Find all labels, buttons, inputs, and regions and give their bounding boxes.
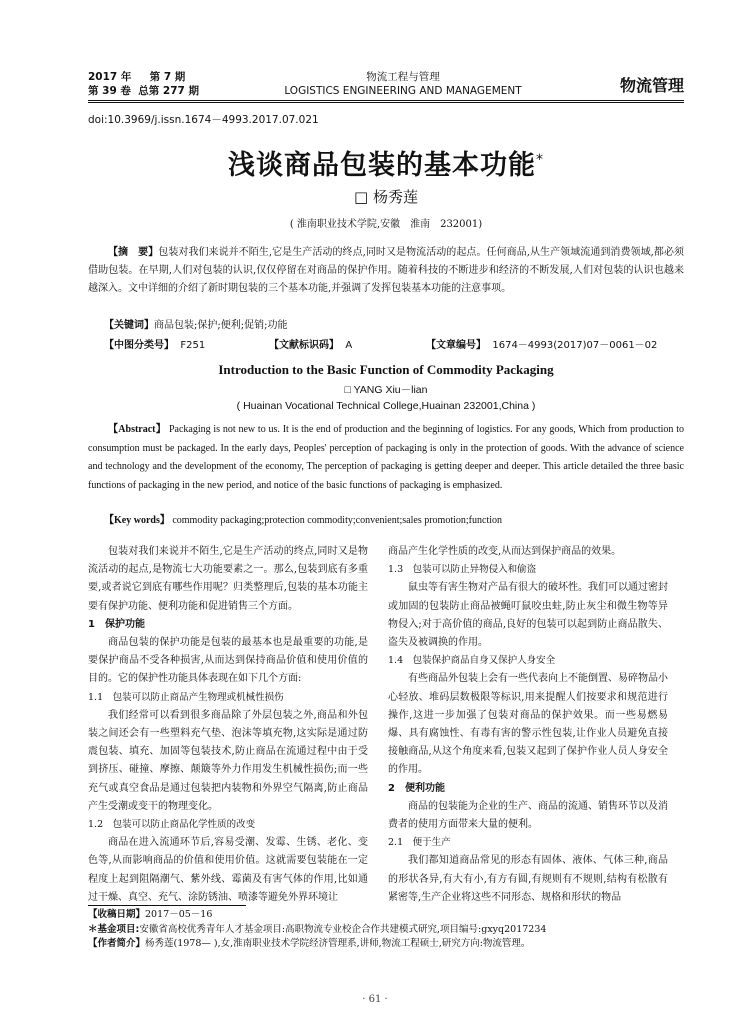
english-abstract xyxy=(88,421,684,495)
affiliation: ( 淮南职业技术学院,安徽 淮南 232001) xyxy=(289,219,483,230)
total-issue: 总第 277 期 xyxy=(138,85,199,97)
subsection-heading-2-1: 2.1 便于生产 xyxy=(388,837,451,849)
keywords-label: 【关键词】 xyxy=(104,320,154,331)
abstract-text: 包装对我们来说并不陌生,它是生产活动的终点,同时又是物流活动的起点。任何商品,从生产领域流通到消费领域,都必须借助包装。在早期,人们对包装的认识,仅仅停留在对商品的保护作用。随着科技的不断进步和经济的不断发展,人们对包装的认识也越来越深入。文中详细的介绍了新时期包装的三个基本功能,并强调了发挥包装基本功能的注意事项。 xyxy=(88,247,684,294)
paragraph-1-1: 我们经常可以看到很多商品除了外层包装之外,商品和外包装之间还会有一些塑料充气垫、泡沫等填充物,这实际是通过防震包装、填充、加固等包装技术,防止商品在流通过程中由于受到挤压、碰撞、摩擦、颠簸等外力作用发生机械性损伤;而一些充气或真空食品是通过包装把内装物和外界空气隔离,防止商品产生受潮或变干的物理变化。 xyxy=(88,709,368,812)
year: 2017 年 xyxy=(88,71,132,83)
article-number-label: 【文章编号】 xyxy=(426,340,486,351)
issue: 第 7 期 xyxy=(149,71,186,83)
intro-paragraph: 包装对我们来说并不陌生,它是生产活动的终点,同时又是物流活动的起点,是物流七大功能要素之一。那么,包装到底有多重要,或者说它到底有哪些作用呢？归类整理后,包装的基本功能主要有保护功能、便利功能和促进销售三个方面。 xyxy=(88,546,368,612)
header-rule-thin xyxy=(88,102,684,103)
doc-code-value: A xyxy=(345,340,353,351)
section-heading-1: 1 保护功能 xyxy=(88,618,145,630)
paragraph-1-2: 商品在进入流通环节后,容易受潮、发霉、生锈、老化、变色等,从而影响商品的价值和使用价值。这就需要包装能在一定程度上起到阻隔潮气、紫外线、霉菌及有害气体的作用,比如通过干燥、真空、充气、涂防锈油、喷漆等避免外界环境让 xyxy=(88,837,368,903)
paragraph-2: 商品的包装能为企业的生产、商品的流通、销售环节以及消费者的使用方面带来大量的便利。 xyxy=(388,800,668,831)
volume: 第 39 卷 xyxy=(88,85,131,97)
paragraph-1: 商品包装的保护功能是包装的最基本也是最重要的功能,是要保护商品不受各种损害,从而达到保持商品价值和使用价值的目的。它的保护性功能具体表现在如下几个方面: xyxy=(88,637,368,685)
subsection-heading-1-4: 1.4 包装保护商品自身又保护人身安全 xyxy=(388,655,556,667)
fund-note xyxy=(88,923,684,938)
fund-label: ＊基金项目: xyxy=(88,923,140,935)
author: □ 杨秀莲 xyxy=(354,188,418,206)
subsection-heading-1-3: 1.3 包装可以防止异物侵入和偷盗 xyxy=(388,564,537,576)
english-abstract-text: Packaging is not new to us. It is the end of production and the beginning of logistics. For any goods, Which from production to consumption must be packaged. In the early days, Peoples' perception of packaging is only in the protection of goods. With the advance of science and technology and the development of the economy, The perception of packaging is getting deeper and deeper. This article detailed the three basic functions of packaging in the new period, and notice of the basic functions of packaging is emphasized. xyxy=(88,424,685,491)
english-keywords-label: 【Key words】 xyxy=(104,515,170,526)
english-keywords-text: commodity packaging;protection commodity;convenient;sales promotion;function xyxy=(172,515,502,526)
issue-info xyxy=(88,70,199,98)
bio-label: 【作者简介】 xyxy=(88,938,146,949)
subsection-heading-1-2: 1.2 包装可以防止商品化学性质的改变 xyxy=(88,819,256,831)
fund-value: 安徽省高校优秀青年人才基金项目:高职物流专业校企合作共建模式研究,项目编号:gxyq2017234 xyxy=(139,923,547,935)
header-rule xyxy=(88,100,684,101)
abstract-label: 【摘 要】 xyxy=(108,247,159,258)
journal-name xyxy=(238,70,568,98)
doi: doi:10.3969/j.issn.1674－4993.2017.07.021 xyxy=(88,114,319,126)
page-number: · 61 · xyxy=(362,994,388,1005)
running-header xyxy=(88,70,684,100)
keywords-text: 商品包装;保护;便利;促销;功能 xyxy=(154,320,288,331)
footnote-rule xyxy=(88,905,246,906)
clc-label: 【中图分类号】 xyxy=(104,340,174,351)
title-footnote-mark: * xyxy=(536,152,544,168)
section-heading-2: 2 便利功能 xyxy=(388,782,445,794)
paper-title xyxy=(88,143,684,182)
keywords-cn xyxy=(104,317,684,335)
body-column-left xyxy=(88,543,368,907)
article-number-value: 1674－4993(2017)07－0061－02 xyxy=(492,340,658,351)
clc-value: F251 xyxy=(180,340,206,351)
english-keywords xyxy=(104,511,684,526)
author-bio xyxy=(88,937,684,952)
received-value: 2017－05－16 xyxy=(145,909,213,920)
english-title: Introduction to the Basic Function of Commodity Packaging xyxy=(218,362,554,377)
journal-name-cn: 物流工程与管理 xyxy=(366,71,440,83)
doc-code-label: 【文献标识码】 xyxy=(269,340,339,351)
paper-title-text: 浅谈商品包装的基本功能 xyxy=(228,150,536,181)
paragraph-continued: 商品产生化学性质的改变,从而达到保护商品的效果。 xyxy=(388,546,622,557)
english-author: □ YANG Xiu－lian xyxy=(344,384,428,396)
footnotes xyxy=(88,908,684,952)
abstract-cn xyxy=(88,244,684,298)
english-abstract-label: 【Abstract】 xyxy=(108,424,167,435)
received-label: 【收稿日期】 xyxy=(88,909,146,920)
received-date xyxy=(88,908,684,923)
english-affiliation: ( Huainan Vocational Technical College,Huainan 232001,China ) xyxy=(236,400,536,412)
paragraph-1-4: 有些商品外包装上会有一些代表向上不能倒置、易碎物品小心轻放、堆码层数极限等标识,用来提醒人们按要求和规范进行操作,这进一步加强了包装对商品的保护效果。而一些易燃易爆、具有腐蚀性、有毒有害的警示性包装,让作业人员避免直接接触商品,从这个角度来看,包装又起到了保护作业人员人身安全的作用。 xyxy=(388,673,668,776)
subsection-heading-1-1: 1.1 包装可以防止商品产生物理或机械性损伤 xyxy=(88,691,284,703)
paragraph-1-3: 鼠虫等有害生物对产品有很大的破坏性。我们可以通过密封或加固的包装防止商品被蝇叮鼠咬虫蛀,防止灰尘和微生物等异物侵入;对于高价值的商品,良好的包装可以起到防止商品散失、盗失及被调换的作用。 xyxy=(388,582,668,649)
section-name: 物流管理 xyxy=(619,76,684,95)
body-column-right xyxy=(388,543,668,907)
paragraph-2-1: 我们都知道商品常见的形态有固体、液体、气体三种,商品的形状各异,有大有小,有方有圆,有规则有不规则,结构有松散有紧密等,生产企业将这些不同形态、规格和形状的物品 xyxy=(388,855,668,903)
bio-value: 杨秀莲(1978— ),女,淮南职业技术学院经济管理系,讲师,物流工程硕士,研究方向:物流管理。 xyxy=(145,938,531,949)
journal-name-en: LOGISTICS ENGINEERING AND MANAGEMENT xyxy=(284,85,522,97)
